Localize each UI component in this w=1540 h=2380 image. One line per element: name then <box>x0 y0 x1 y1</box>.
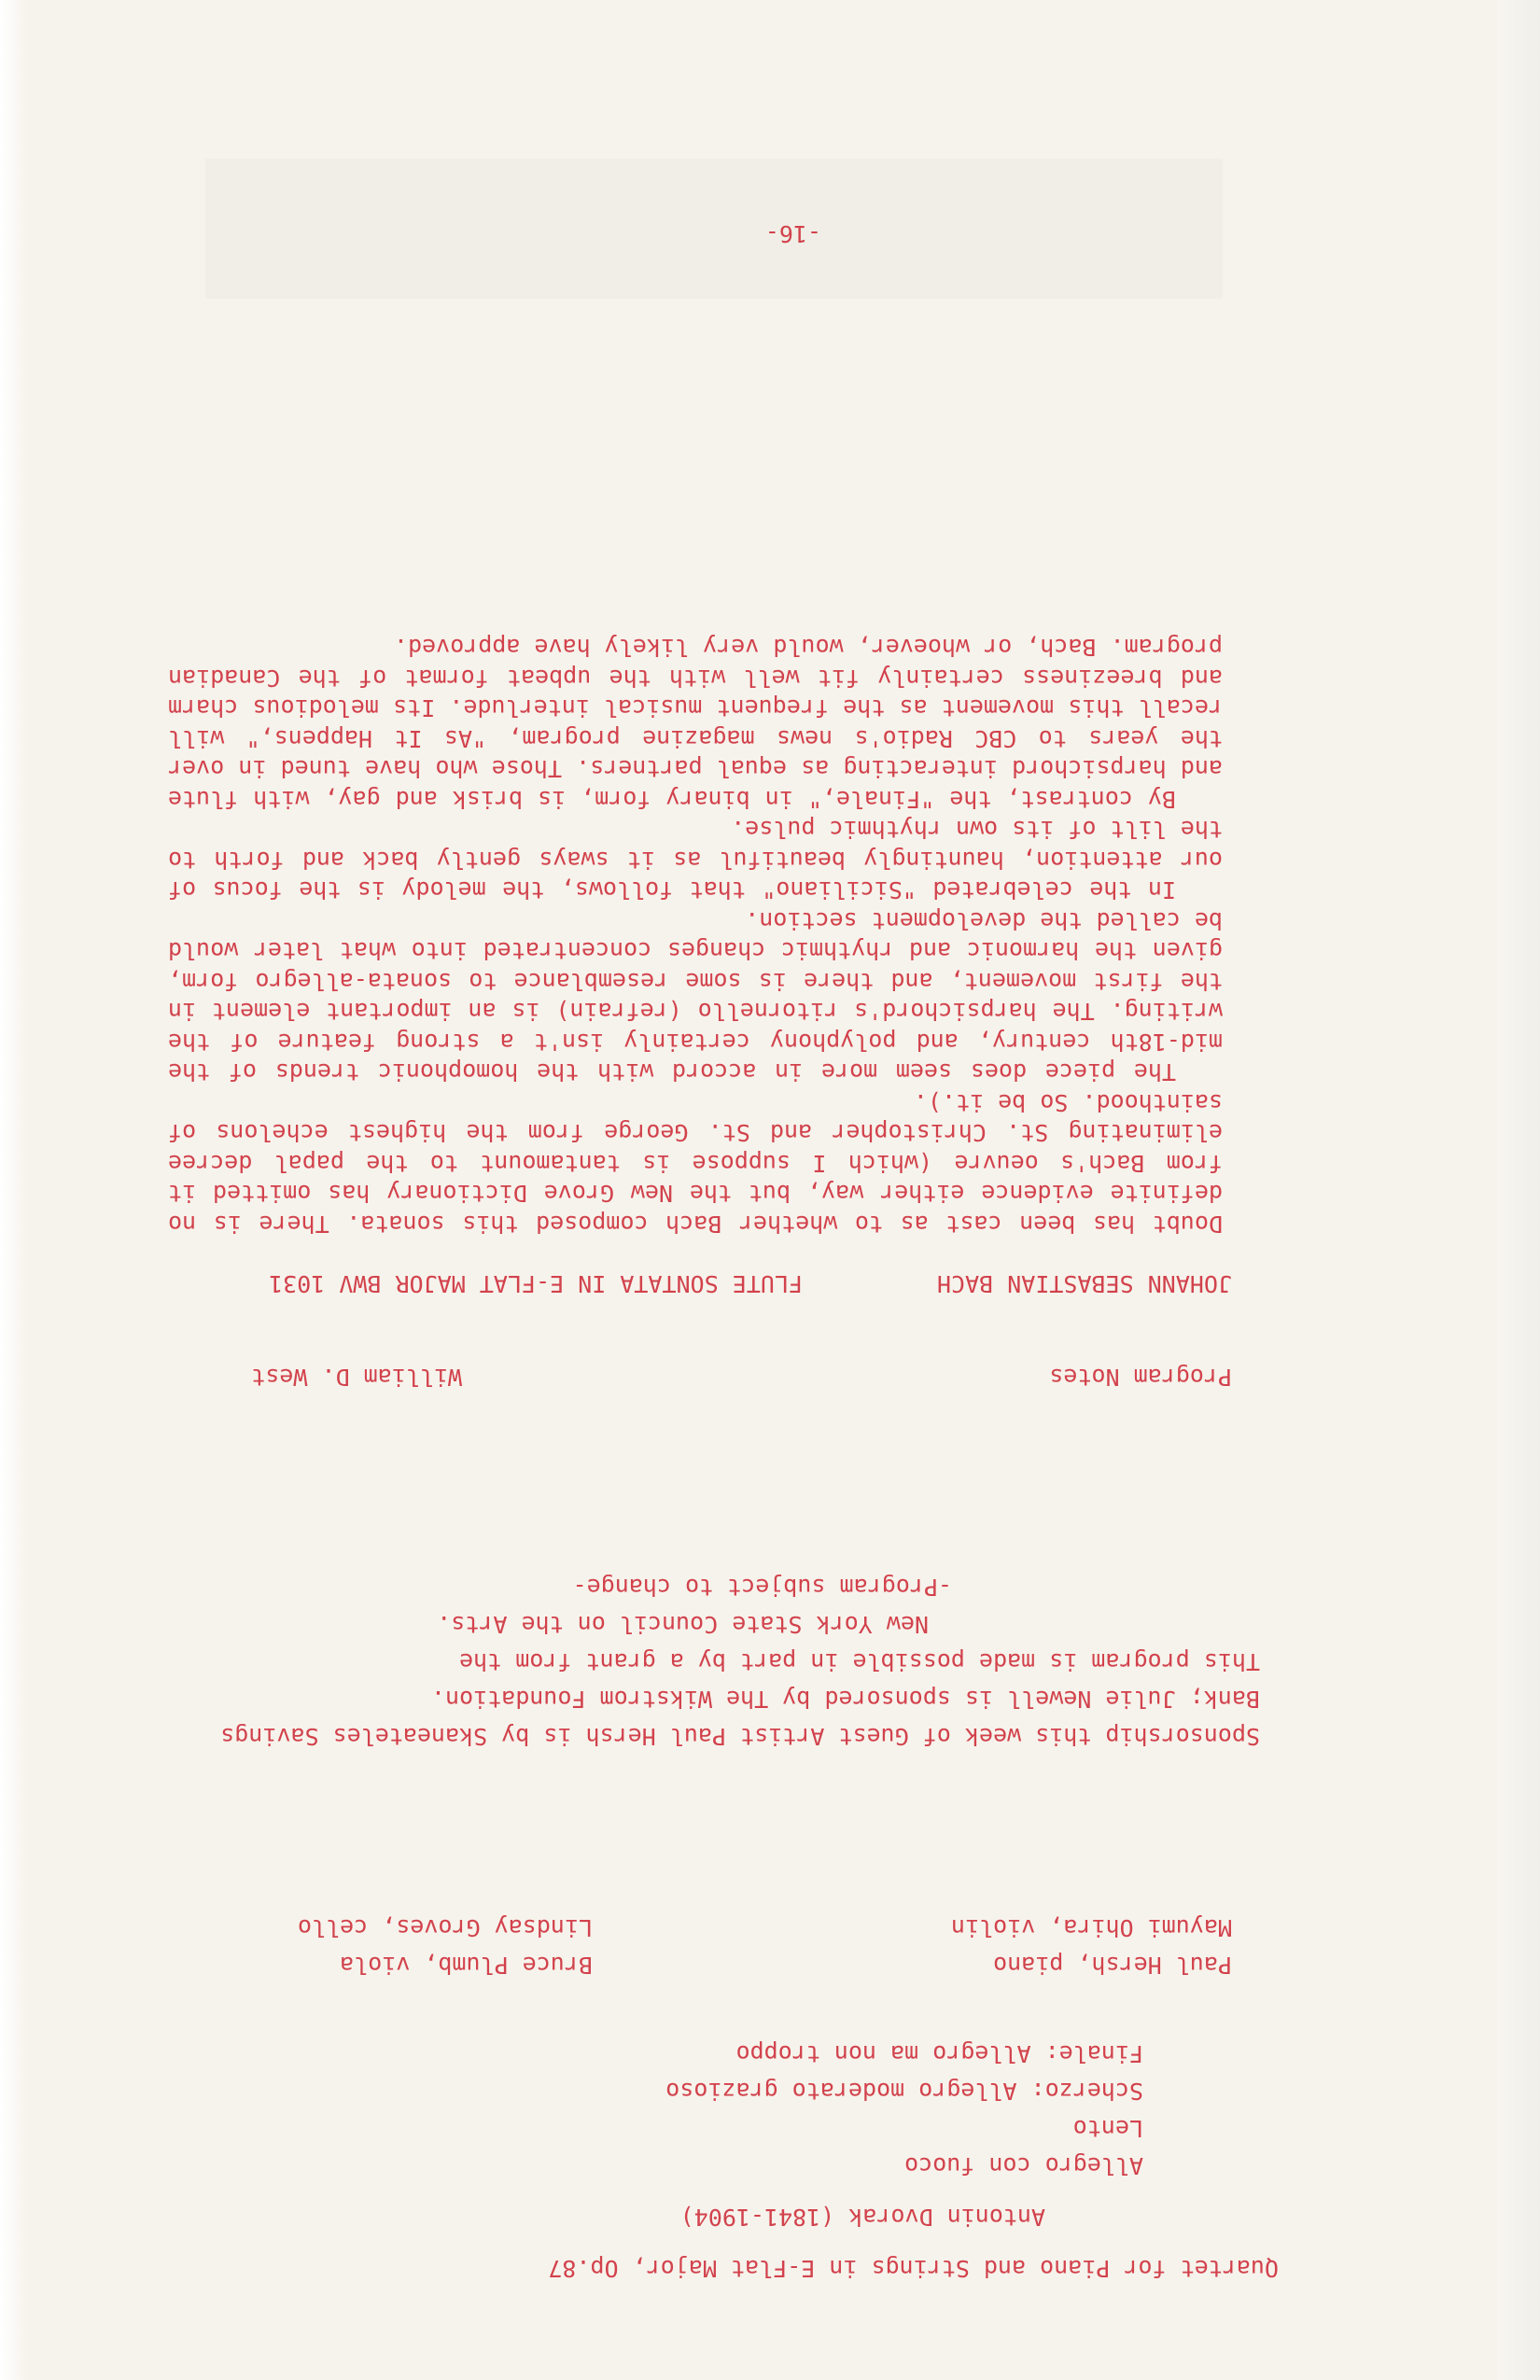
program-title: Quartet for Piano and Strings in E-Flat Major, Op.87 <box>548 2255 1279 2282</box>
program-change-note: -Program subject to change- <box>572 1574 952 1601</box>
notes-author: William D. West <box>251 1364 462 1391</box>
notes-paragraph: In the celebrated "Siciliano" that follows, the melody is the focus of our attention, hauntingly beautiful as it sways gently back and forth to the lilt of its own rhythmic pulse. <box>168 816 1223 904</box>
performer-piano: Paul Hersh, piano <box>993 1952 1232 1979</box>
movement-3: Scherzo: Allegro moderato grazioso <box>665 2078 1143 2105</box>
piece-composer: JOHANN SEBASTIAN BACH <box>936 1270 1232 1297</box>
performer-violin: Mayumi Ohira, violin <box>950 1914 1232 1941</box>
grant-line-1: This program is made possible in part by a grant from the <box>459 1648 1260 1675</box>
scan-edge-right <box>0 0 28 2380</box>
sponsorship-line-2: Bank; Julie Newell is sponsored by The Wikstrom Foundation. <box>430 1686 1260 1713</box>
notes-paragraph: By contrast, the "Finale," in binary form, is brisk and gay, with flute and harpsichord interacting as equal partners. Those who have tuned in over the years to CBC Radio's news magazine program, "As It Happens," will recall this movement as the frequent musical interlude. Its melodious charm and breeziness certainly fit well with the upbeat format of the Canadian program. Bach, or whoever, would very likely have approved. <box>168 634 1223 813</box>
scan-edge-left <box>1497 0 1540 2380</box>
notes-paragraph: The piece does seem more in accord with the homophonic trends of the mid-18th century, and polyphony certainly isn't a strong feature of the writing. The harpsichord's ritornello (refrain) is an important element in the first movement, and there is some resemblance to sonata-allegro form, given the harmonic and rhythmic changes concentrated into what later would be called the development section. <box>168 907 1223 1086</box>
movement-1: Allegro con fuoco <box>904 2152 1143 2179</box>
piece-title: FLUTE SONTATA IN E-FLAT MAJOR BWV 1031 <box>269 1270 803 1297</box>
movement-2: Lento <box>1072 2115 1143 2142</box>
program-notes-body <box>168 632 1223 1239</box>
notes-paragraph: Doubt has been cast as to whether Bach composed this sonata. There is no definite evidence either way, but the New Grove Dictionary has omitted it from Bach's oeuvre (which I suppose is tantamount to the papal decree eliminating St. Christopher and St. George from the highest echelons of sainthood. So be it.). <box>168 1089 1223 1238</box>
performer-viola: Bruce Plumb, viola <box>340 1952 593 1979</box>
performer-cello: Lindsay Groves, cello <box>297 1914 593 1941</box>
movement-4: Finale: Allegro ma non troppo <box>735 2040 1143 2067</box>
program-composer: Antonin Dvorak (1841-1904) <box>679 2204 1045 2231</box>
grant-line-2: New York State Council on the Arts. <box>437 1611 929 1638</box>
notes-heading: Program Notes <box>1049 1364 1232 1391</box>
bleed-through-area <box>205 159 1223 299</box>
sponsorship-line-1: Sponsorship this week of Guest Artist Paul Hersh is by Skaneateles Savings <box>220 1723 1260 1750</box>
page-number: -16- <box>764 220 821 247</box>
